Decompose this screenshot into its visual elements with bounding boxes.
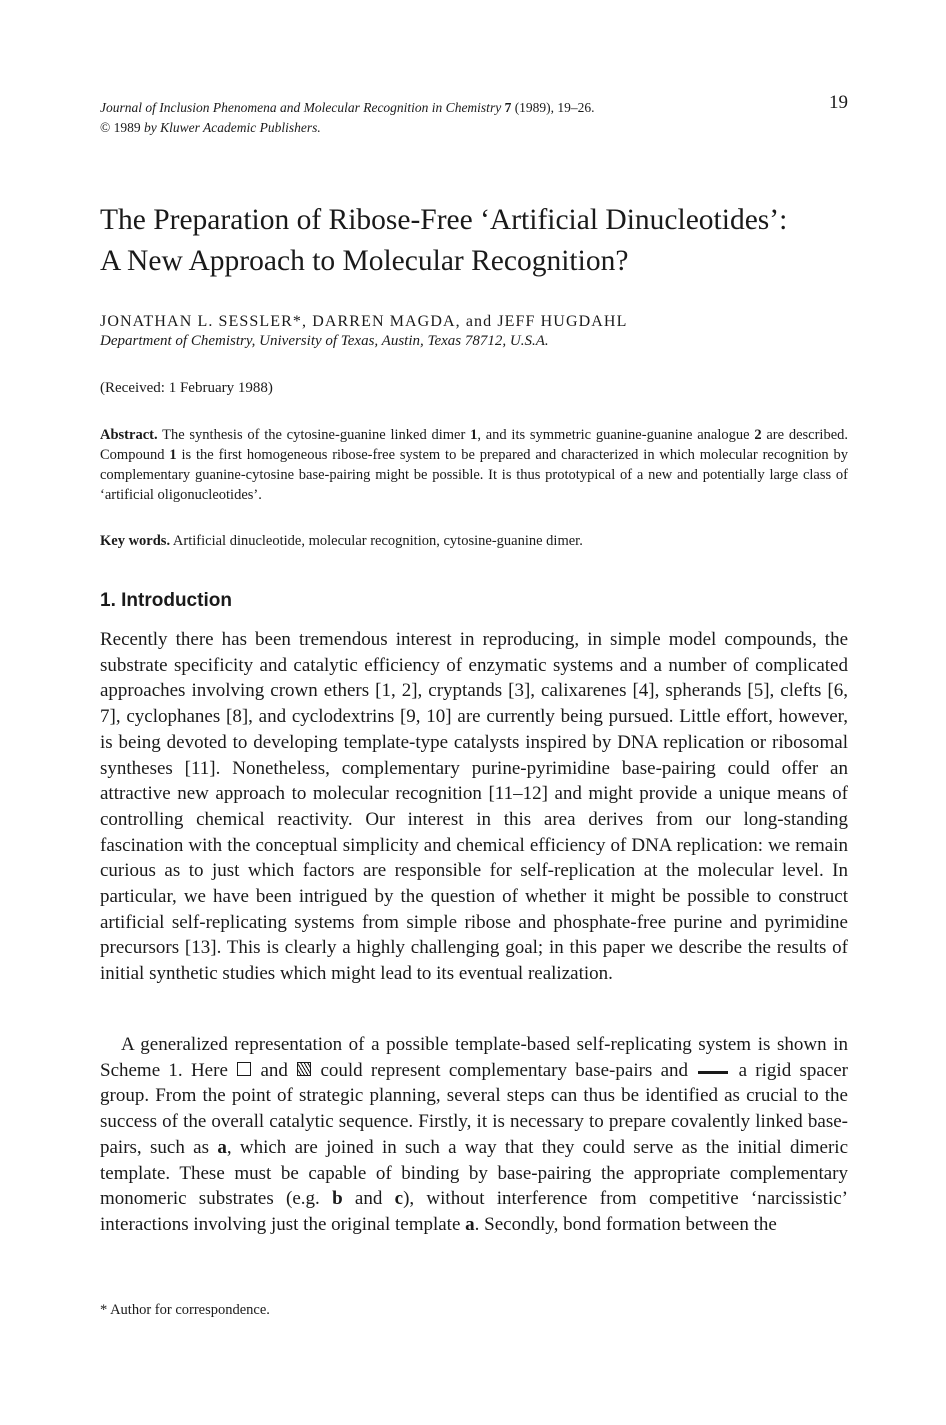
author-affiliation: Department of Chemistry, University of Texas, Austin, Texas 78712, U.S.A.	[100, 333, 549, 349]
keywords-text: Artificial dinucleotide, molecular recognition, cytosine-guanine dimer.	[172, 533, 583, 549]
template-a-ref: a	[217, 1136, 227, 1158]
p2-seg-1: A generalized representation of a possible template-based self-replicating system is shown in Scheme 1. Here	[100, 1034, 848, 1081]
abstract-text-2: , and its symmetric guanine-guanine analogue	[477, 427, 750, 443]
p2-seg-7: ), without interference from competitive ‘narcissistic’ interactions involving just the original template	[100, 1188, 849, 1235]
p2-seg-6: and	[354, 1188, 383, 1210]
journal-line	[100, 98, 595, 118]
publisher-prefix: by	[144, 120, 157, 135]
journal-year-pages: (1989), 19–26.	[514, 100, 595, 115]
intro-paragraph-1: Recently there has been tremendous interest in reproducing, in simple model compounds, the substrate specificity and catalytic efficiency of enzymatic systems and a number of complicated approaches involving crown ethers [1, 2], cryptands [3], calixarenes [4], spherands [5], clefts [6, 7], cyclophanes [8], and cyclodextrins [9, 10] are currently being pursued. Little effort, however, is being devoted to developing template-type catalysts inspired by DNA replication or ribosomal syntheses [11]. Nonetheless, complementary purine-pyrimidine base-pairing could offer an attractive new approach to molecular recognition [11–12] and might provide a unique means of controlling chemical reactivity. Our interest in this area derives from our long-standing fascination with the conceptual simplicity and chemical efficiency of DNA replication: we remain curious as to just which factors are responsible for self-replication at the molecular level. In particular, we have been intrigued by the question of whether it might be possible to construct artificial self-replicating systems from simple ribose and phosphate-free purine and pyrimidine precursors [13]. This is clearly a highly challenging goal; in this paper we describe the results of initial synthetic studies which might lead to its eventual realization.	[100, 629, 848, 985]
intro-paragraph-2	[100, 1032, 848, 1238]
compound-ref-3: 1	[169, 447, 177, 463]
p2-seg-4: a rigid spacer group. From the point of strategic planning, several steps can thus be identified as crucial to the success of the overall catalytic sequence. Firstly, it is necessary to prepare covalently linked base-pairs, such as	[100, 1059, 848, 1158]
journal-citation	[100, 98, 595, 138]
author-list: JONATHAN L. SESSLER*, DARREN MAGDA, and JEFF HUGDAHL	[100, 313, 628, 330]
p2-seg-2: and	[260, 1059, 288, 1081]
section-heading-introduction: 1. Introduction	[100, 590, 232, 611]
copyright-line	[100, 118, 595, 138]
abstract-text-3: are described. Compound	[100, 427, 849, 463]
template-a-ref-2: a	[465, 1213, 475, 1235]
hatched-square-icon	[297, 1062, 311, 1076]
title-line-2: A New Approach to Molecular Recognition?	[100, 245, 629, 277]
p2-seg-3: could represent complementary base-pairs and	[320, 1059, 689, 1081]
publisher-name: Kluwer Academic Publishers.	[160, 120, 321, 135]
substrate-b-ref: b	[332, 1188, 343, 1210]
keywords	[100, 531, 848, 551]
article-page	[100, 0, 848, 1425]
open-square-icon	[237, 1062, 251, 1076]
compound-ref-1: 1	[470, 427, 478, 443]
p2-seg-8: . Secondly, bond formation between the	[474, 1213, 777, 1235]
copyright-year: © 1989	[100, 120, 141, 135]
journal-volume: 7	[504, 100, 512, 115]
abstract-text-1: The synthesis of the cytosine-guanine linked dimer	[162, 427, 466, 443]
abstract-label: Abstract.	[100, 427, 158, 443]
page-number: 19	[829, 92, 848, 113]
p2-seg-5: , which are joined in such a way that they could serve as the initial dimeric template. These must be capable of binding by base-pairing the appropriate complementary monomeric substrates (e.g.	[100, 1136, 849, 1210]
received-date: (Received: 1 February 1988)	[100, 380, 273, 396]
footnote-text: Author for correspondence.	[110, 1302, 270, 1318]
footnote-marker: *	[100, 1302, 108, 1318]
compound-ref-2: 2	[754, 427, 762, 443]
keywords-label: Key words.	[100, 533, 171, 549]
article-title	[100, 200, 860, 282]
title-line-1: The Preparation of Ribose-Free ‘Artificial Dinucleotides’:	[100, 204, 788, 236]
spacer-bar-icon	[698, 1071, 728, 1074]
substrate-c-ref: c	[394, 1188, 404, 1210]
abstract	[100, 425, 848, 505]
abstract-text-4: is the first homogeneous ribose-free system to be prepared and characterized in which molecular recognition by complementary guanine-cytosine base-pairing might be possible. It is thus prototypical of a new and potentially large class of ‘artificial oligonucleotides’.	[100, 447, 848, 503]
journal-name: Journal of Inclusion Phenomena and Molecular Recognition in Chemistry	[100, 100, 502, 115]
footnote	[100, 1300, 270, 1320]
